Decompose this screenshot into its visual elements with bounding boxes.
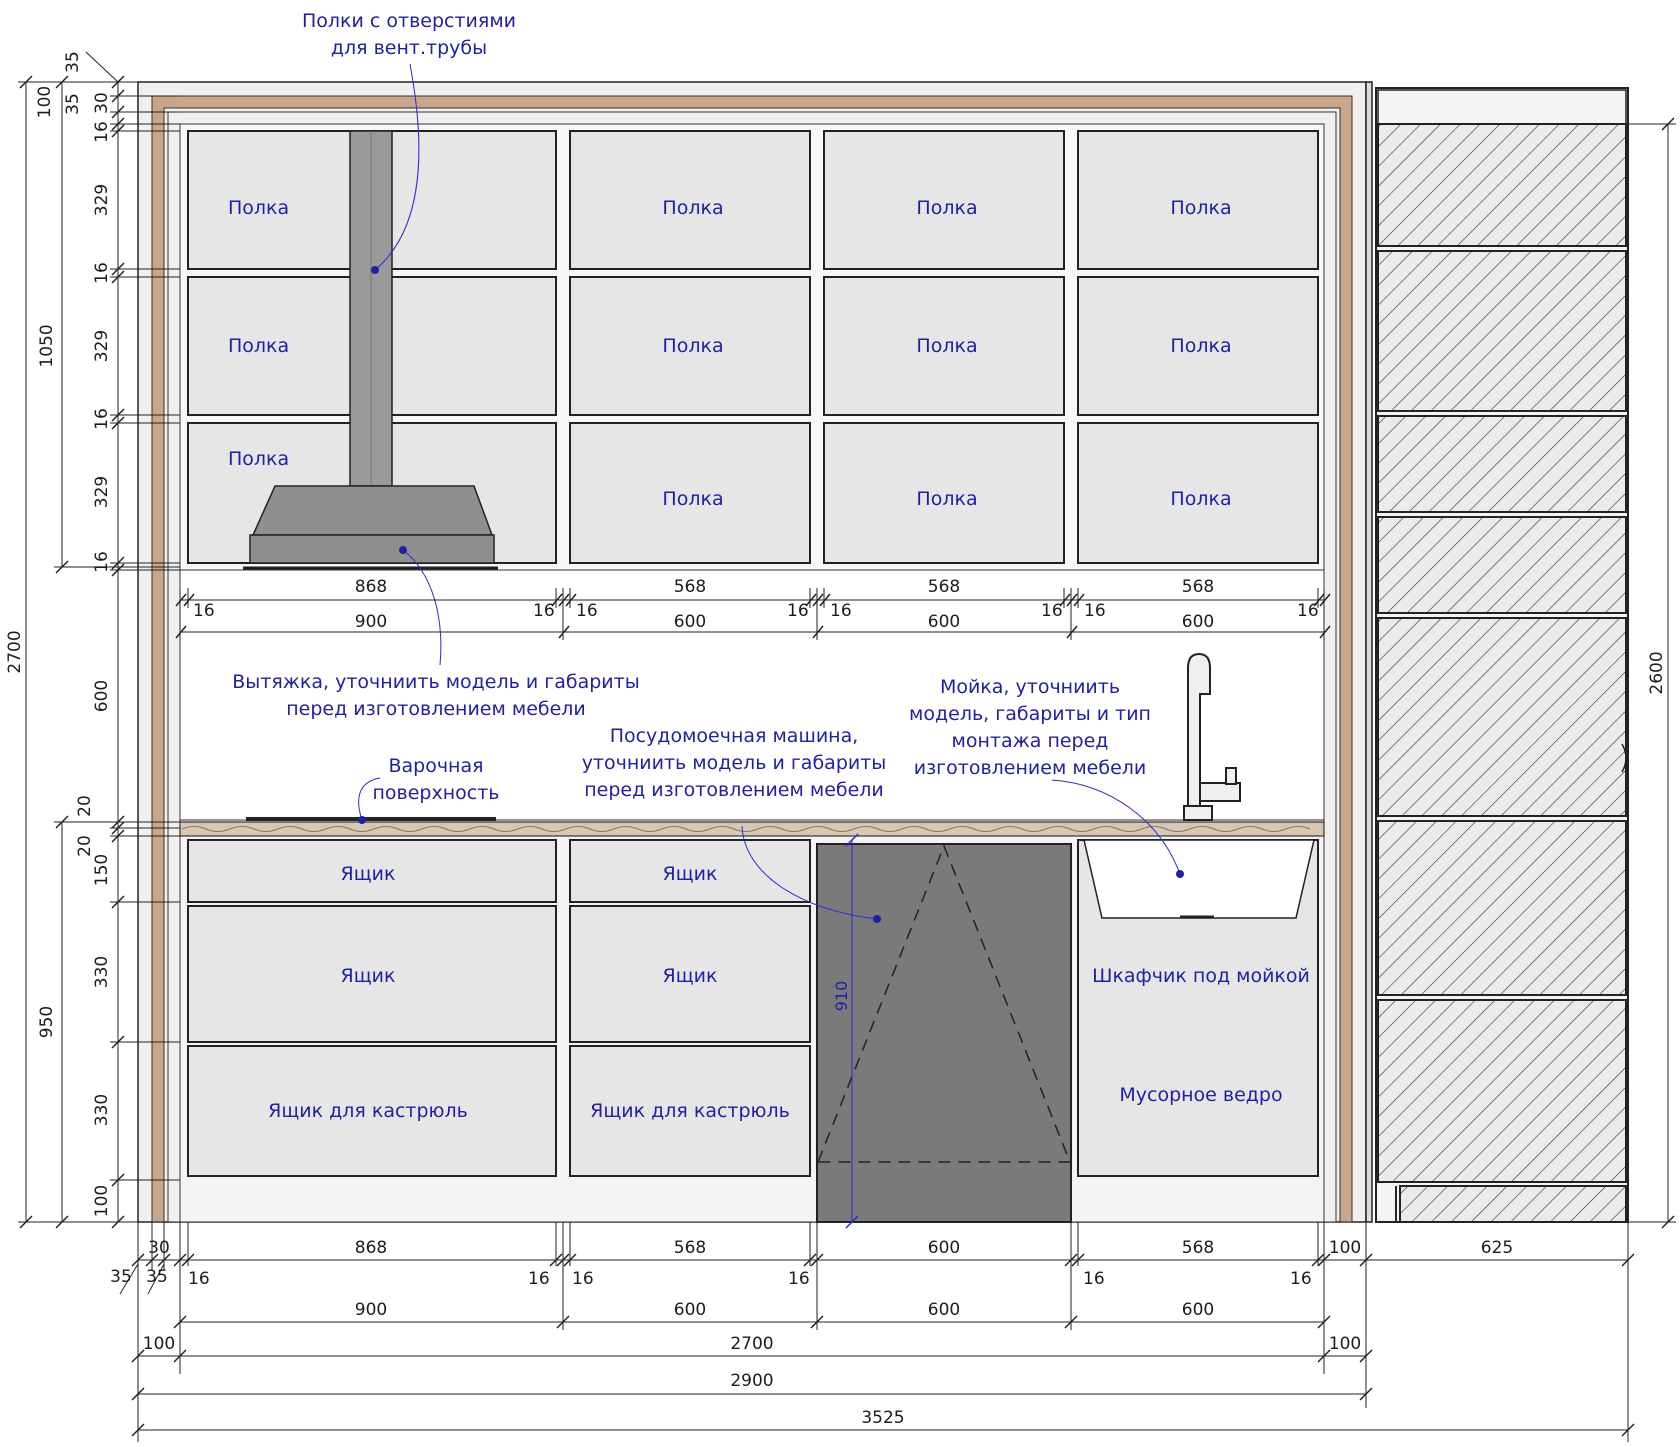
dim-330: 330 bbox=[92, 1093, 112, 1127]
dim-16: 16 bbox=[528, 1269, 550, 1289]
dim-16: 16 bbox=[1084, 601, 1106, 621]
dim-2700: 2700 bbox=[5, 630, 25, 674]
dim-16: 16 bbox=[788, 1269, 810, 1289]
hatched-panel bbox=[1400, 1186, 1626, 1222]
dim-30: 30 bbox=[148, 1238, 170, 1258]
dim-1050: 1050 bbox=[37, 324, 57, 368]
shelves-note: Полки с отверстиями bbox=[301, 10, 517, 32]
sink-note: Мойка, уточниить bbox=[939, 676, 1121, 698]
dim-35: 35 bbox=[63, 51, 83, 73]
shelf-label: Полка bbox=[228, 197, 290, 219]
dim-568: 568 bbox=[1181, 1238, 1215, 1258]
dim-16: 16 bbox=[1041, 601, 1063, 621]
dim-35: 35 bbox=[63, 93, 83, 115]
dim-868: 868 bbox=[354, 577, 388, 597]
dim-568: 568 bbox=[1181, 577, 1215, 597]
dim-568: 568 bbox=[673, 577, 707, 597]
shelf-label: Полка bbox=[228, 448, 290, 470]
dim-30: 30 bbox=[92, 92, 112, 114]
dim-2700: 2700 bbox=[730, 1334, 774, 1354]
dim-600: 600 bbox=[927, 1238, 961, 1258]
dim-330: 330 bbox=[92, 955, 112, 989]
dim-900: 900 bbox=[354, 612, 388, 632]
dim-568: 568 bbox=[927, 577, 961, 597]
shelf-label: Полка bbox=[662, 197, 724, 219]
dim-16: 16 bbox=[1297, 601, 1319, 621]
drawer-label: Ящик bbox=[662, 965, 718, 987]
shelf-label: Полка bbox=[1170, 197, 1232, 219]
dim-600: 600 bbox=[1181, 1300, 1215, 1320]
dim-600: 600 bbox=[92, 679, 112, 713]
dim-950: 950 bbox=[37, 1005, 57, 1039]
dim-100: 100 bbox=[35, 85, 55, 119]
bottom-dimension-labels bbox=[110, 1238, 1513, 1428]
dim-329: 329 bbox=[92, 329, 112, 363]
dim-16: 16 bbox=[92, 121, 112, 143]
shelf-label: Полка bbox=[228, 335, 290, 357]
dim-100: 100 bbox=[142, 1334, 176, 1354]
dim-2600: 2600 bbox=[1647, 651, 1667, 695]
dishwasher-note: перед изготовлением мебели bbox=[584, 779, 884, 801]
hatched-panel bbox=[1378, 618, 1626, 816]
dishwasher-note: Посудомоечная машина, bbox=[609, 725, 859, 747]
sink-note: модель, габариты и тип bbox=[909, 703, 1151, 725]
sink-bowl bbox=[1084, 840, 1314, 918]
sink-cabinet-label: Шкафчик под мойкой bbox=[1092, 965, 1310, 987]
dim-329: 329 bbox=[92, 183, 112, 217]
pot-drawer-label: Ящик для кастрюль bbox=[590, 1100, 790, 1122]
dim-600: 600 bbox=[673, 1300, 707, 1320]
sink-note: изготовлением мебели bbox=[913, 757, 1147, 779]
trash-bin-label: Мусорное ведро bbox=[1119, 1084, 1283, 1106]
dim-600: 600 bbox=[1181, 612, 1215, 632]
dim-600: 600 bbox=[927, 1300, 961, 1320]
hood-note: Вытяжка, уточниить модель и габариты bbox=[232, 671, 640, 693]
dim-910: 910 bbox=[832, 980, 851, 1012]
dim-868: 868 bbox=[354, 1238, 388, 1258]
shelf-label: Полка bbox=[916, 335, 978, 357]
hatched-panel bbox=[1378, 124, 1626, 246]
left-dimension-ticks bbox=[20, 76, 124, 1228]
dim-20: 20 bbox=[75, 795, 95, 817]
dim-16: 16 bbox=[188, 1269, 210, 1289]
drawer-label: Ящик bbox=[340, 863, 396, 885]
shelf-label: Полка bbox=[916, 197, 978, 219]
right-dimension bbox=[1628, 118, 1676, 1228]
dim-16: 16 bbox=[576, 601, 598, 621]
shelf-label: Полка bbox=[662, 335, 724, 357]
dim-20: 20 bbox=[75, 835, 95, 857]
dim-900: 900 bbox=[354, 1300, 388, 1320]
dim-16: 16 bbox=[92, 262, 112, 284]
dim-16: 16 bbox=[1290, 1269, 1312, 1289]
dim-35: 35 bbox=[146, 1267, 168, 1287]
hatched-panel bbox=[1378, 416, 1626, 512]
shelf-label: Полка bbox=[916, 488, 978, 510]
hob-note: поверхность bbox=[372, 782, 500, 804]
dim-600: 600 bbox=[673, 612, 707, 632]
hob-note: Варочная bbox=[388, 755, 484, 777]
dim-16: 16 bbox=[193, 601, 215, 621]
shelf-label: Полка bbox=[1170, 335, 1232, 357]
hood-note: перед изготовлением мебели bbox=[286, 698, 586, 720]
left-dimension-labels bbox=[5, 51, 112, 1217]
hatched-panel bbox=[1378, 821, 1626, 995]
shelf-label: Полка bbox=[662, 488, 724, 510]
dim-16: 16 bbox=[92, 408, 112, 430]
dim-16: 16 bbox=[787, 601, 809, 621]
sink-note: монтажа перед bbox=[951, 730, 1109, 752]
dim-600: 600 bbox=[927, 612, 961, 632]
dim-329: 329 bbox=[92, 475, 112, 509]
hatched-panel bbox=[1378, 1000, 1626, 1182]
shelf-label: Полка bbox=[1170, 488, 1232, 510]
dim-16: 16 bbox=[830, 601, 852, 621]
dim-150: 150 bbox=[92, 853, 112, 887]
hatched-panel bbox=[1378, 517, 1626, 613]
dim-16: 16 bbox=[572, 1269, 594, 1289]
dim-568: 568 bbox=[673, 1238, 707, 1258]
base-cabinets bbox=[188, 840, 1318, 1222]
dim-100: 100 bbox=[1328, 1334, 1362, 1354]
dim-2900: 2900 bbox=[730, 1371, 774, 1391]
dim-3525: 3525 bbox=[861, 1408, 905, 1428]
dim-100: 100 bbox=[92, 1184, 112, 1218]
dim-100: 100 bbox=[1328, 1238, 1362, 1258]
dim-16: 16 bbox=[92, 551, 112, 573]
dishwasher-note: уточниить модель и габариты bbox=[581, 752, 887, 774]
drawer-label: Ящик bbox=[340, 965, 396, 987]
tall-cabinet bbox=[1366, 82, 1628, 1222]
dim-16: 16 bbox=[1083, 1269, 1105, 1289]
shelves-note: для вент.трубы bbox=[330, 37, 488, 59]
dim-625: 625 bbox=[1480, 1238, 1514, 1258]
pot-drawer-label: Ящик для кастрюль bbox=[268, 1100, 468, 1122]
dishwasher bbox=[817, 844, 1071, 1222]
hatched-panel bbox=[1378, 251, 1626, 411]
dim-16: 16 bbox=[533, 601, 555, 621]
drawer-label: Ящик bbox=[662, 863, 718, 885]
dim-35: 35 bbox=[110, 1267, 132, 1287]
